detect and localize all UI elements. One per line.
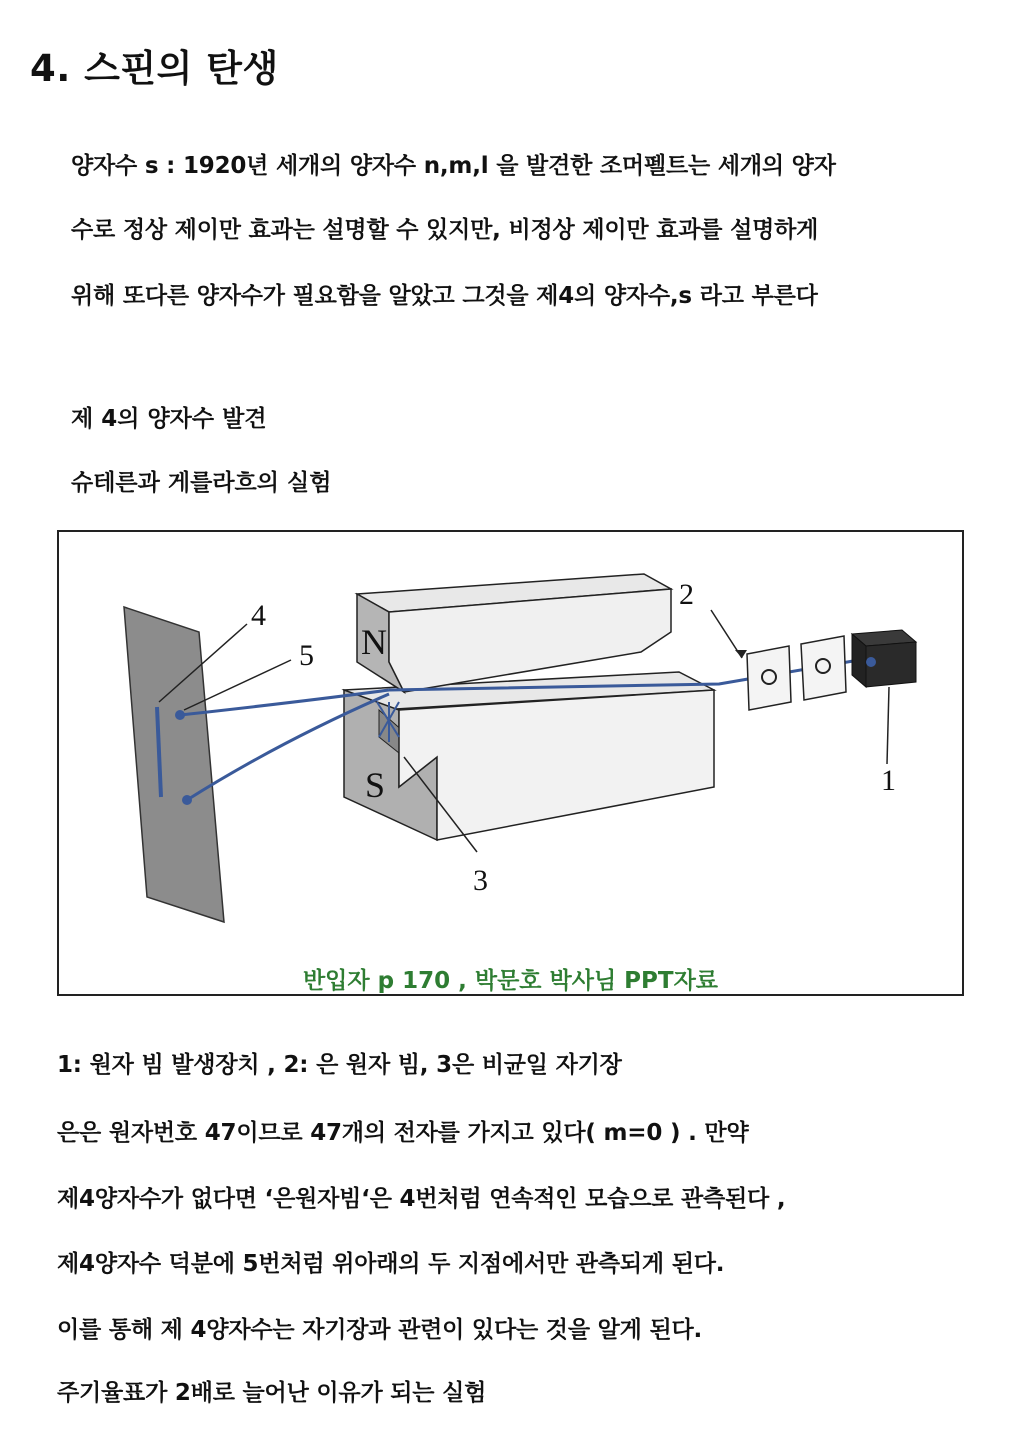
- section-heading: 제 4의 양자수 발견: [71, 406, 267, 432]
- figure-caption: 반입자 p 170 , 박문호 박사님 PPT자료: [302, 968, 719, 994]
- intro-line-3: 위해 또다른 양자수가 필요함을 알았고 그것을 제4의 양자수,s 라고 부른다: [71, 283, 818, 309]
- body-line-2: 은은 원자번호 47이므로 47개의 전자를 가지고 있다( m=0 ) . 만약: [57, 1120, 749, 1146]
- experiment-diagram: [59, 532, 964, 996]
- page-title: 4. 스핀의 탄생: [30, 47, 279, 90]
- intro-line-1: 양자수 s : 1920년 세개의 양자수 n,m,l 을 발견한 조머펠트는 세개의 양자: [71, 153, 836, 179]
- label-3: 3: [473, 864, 488, 897]
- label-2: 2: [679, 578, 694, 611]
- body-line-1: 1: 원자 빔 발생장치 , 2: 은 원자 빔, 3은 비균일 자기장: [57, 1052, 622, 1078]
- section-subheading: 슈테른과 게를라흐의 실험: [71, 470, 332, 496]
- body-line-5: 이를 통해 제 4양자수는 자기장과 관련이 있다는 것을 알게 된다.: [57, 1317, 703, 1343]
- body-line-4: 제4양자수 덕분에 5번처럼 위아래의 두 지점에서만 관측되게 된다.: [57, 1251, 725, 1277]
- oven-aperture: [866, 657, 876, 667]
- label-1: 1: [881, 764, 896, 797]
- collimator-plate-2: [801, 636, 846, 700]
- magnet-north-label: N: [361, 622, 387, 662]
- stern-gerlach-figure: [57, 530, 964, 996]
- intro-line-2: 수로 정상 제이만 효과는 설명할 수 있지만, 비정상 제이만 효과를 설명하게: [71, 217, 819, 243]
- leader-arrow-2: [735, 650, 747, 658]
- label-4: 4: [251, 599, 266, 632]
- body-line-3: 제4양자수가 없다면 ‘은원자빔‘은 4번처럼 연속적인 모습으로 관측된다 ,: [57, 1186, 786, 1212]
- magnet-south-label: S: [365, 765, 386, 805]
- leader-line-1: [887, 687, 889, 764]
- detector-screen: [124, 607, 224, 922]
- south-magnet-body: [399, 690, 714, 840]
- label-5: 5: [299, 639, 314, 672]
- body-line-6: 주기율표가 2배로 늘어난 이유가 되는 실험: [57, 1380, 487, 1406]
- collimator-plate-1: [747, 646, 791, 710]
